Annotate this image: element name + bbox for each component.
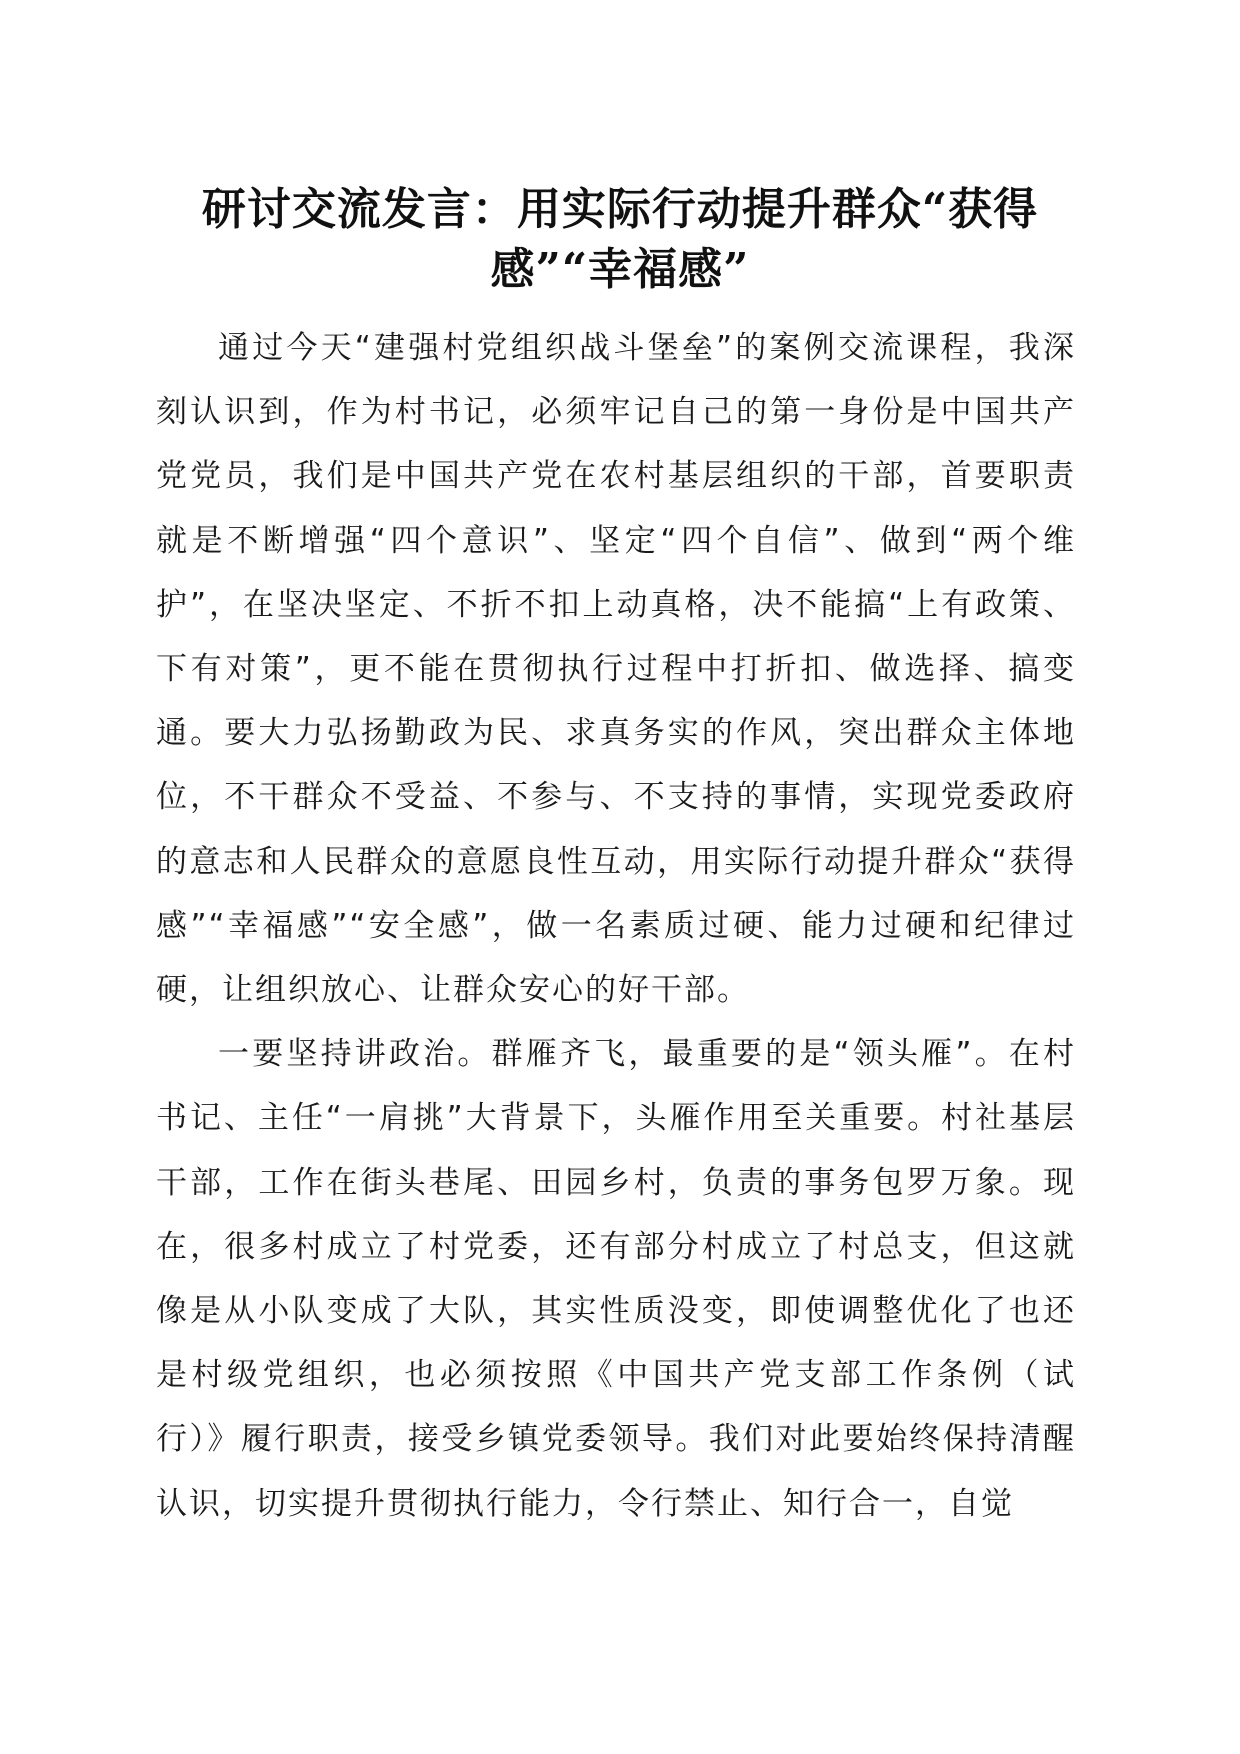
document-title: 研讨交流发言：用实际行动提升群众“获得感”“幸福感” — [201, 184, 1039, 295]
document-body — [156, 316, 1076, 1536]
paragraph-politics: 一要坚持讲政治。群雁齐飞，最重要的是“领头雁”。在村书记、主任“一肩挑”大背景下，头雁作用至关重要。村社基层干部，工作在街头巷尾、田园乡村，负责的事务包罗万象。现在，很多村成立了村党委，还有部分村成立了村总支，但这就像是从小队变成了大队，其实性质没变，即使调整优化了也还是村级党组织，也必须按照《中国共产党支部工作条例（试行）》履行职责，接受乡镇党委领导。我们对此要始终保持清醒认识，切实提升贯彻执行能力，令行禁止、知行合一，自觉 — [156, 1036, 1076, 1522]
paragraph-intro: 通过今天“建强村党组织战斗堡垒”的案例交流课程，我深刻认识到，作为村书记，必须牢记自己的第一身份是中国共产党党员，我们是中国共产党在农村基层组织的干部，首要职责就是不断增强“四个意识”、坚定“四个自信”、做到“两个维护”，在坚决坚定、不折不扣上动真格，决不能搞“上有政策、下有对策”，更不能在贯彻执行过程中打折扣、做选择、搞变通。要大力弘扬勤政为民、求真务实的作风，突出群众主体地位，不干群众不受益、不参与、不支持的事情，实现党委政府的意志和人民群众的意愿良性互动，用实际行动提升群众“获得感”“幸福感”“安全感”，做一名素质过硬、能力过硬和纪律过硬，让组织放心、让群众安心的好干部。 — [156, 330, 1076, 1009]
